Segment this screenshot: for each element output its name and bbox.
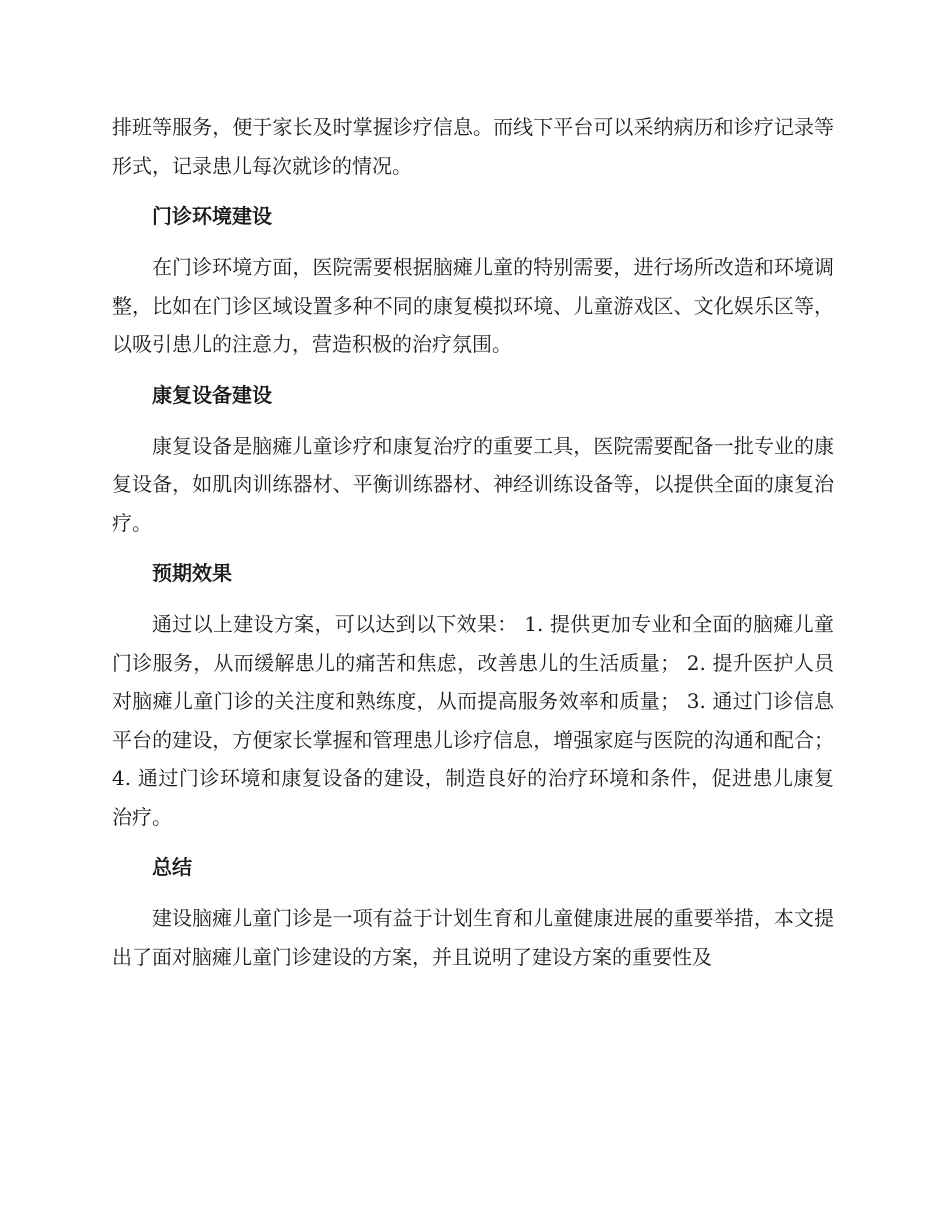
section-heading-summary: 总结	[152, 855, 192, 879]
document-page	[112, 108, 834, 988]
section-heading-rehab-equipment: 康复设备建设	[152, 382, 272, 407]
section-body-summary: 建设脑瘫儿童门诊是一项有益于计划生育和儿童健康进展的重要举措，本文提出了面对脑瘫儿童门诊建设的方案，并且说明了建设方案的重要性及	[112, 906, 834, 969]
section-heading-clinic-environment: 门诊环境建设	[152, 204, 272, 228]
intro-paragraph: 排班等服务，便于家长及时掌握诊疗信息。而线下平台可以采纳病历和诊疗记录等形式，记录患儿每次就诊的情况。	[112, 115, 834, 178]
section-body-expected-effects: 通过以上建设方案，可以达到以下效果： 1. 提供更加专业和全面的脑瘫儿童门诊服务，从而缓解患儿的痛苦和焦虑，改善患儿的生活质量； 2. 提升医护人员对脑瘫儿童门诊的关注度和熟练度，从而提高服务效率和质量； 3. 通过门诊信息平台的建设，方便家长掌握和管理患儿诊疗信息，增强家庭与医院的沟通和配合； 4. 通过门诊环境和康复设备的建设，制造良好的治疗环境和条件，促进患儿康复治疗。	[112, 612, 834, 829]
section-body-rehab-equipment: 康复设备是脑瘫儿童诊疗和康复治疗的重要工具，医院需要配备一批专业的康复设备，如肌肉训练器材、平衡训练器材、神经训练设备等，以提供全面的康复治疗。	[112, 433, 834, 535]
section-heading-expected-effects: 预期效果	[152, 561, 232, 585]
section-body-clinic-environment: 在门诊环境方面，医院需要根据脑瘫儿童的特别需要，进行场所改造和环境调整，比如在门诊区域设置多种不同的康复模拟环境、儿童游戏区、文化娱乐区等，以吸引患儿的注意力，营造积极的治疗氛围。	[112, 255, 834, 356]
